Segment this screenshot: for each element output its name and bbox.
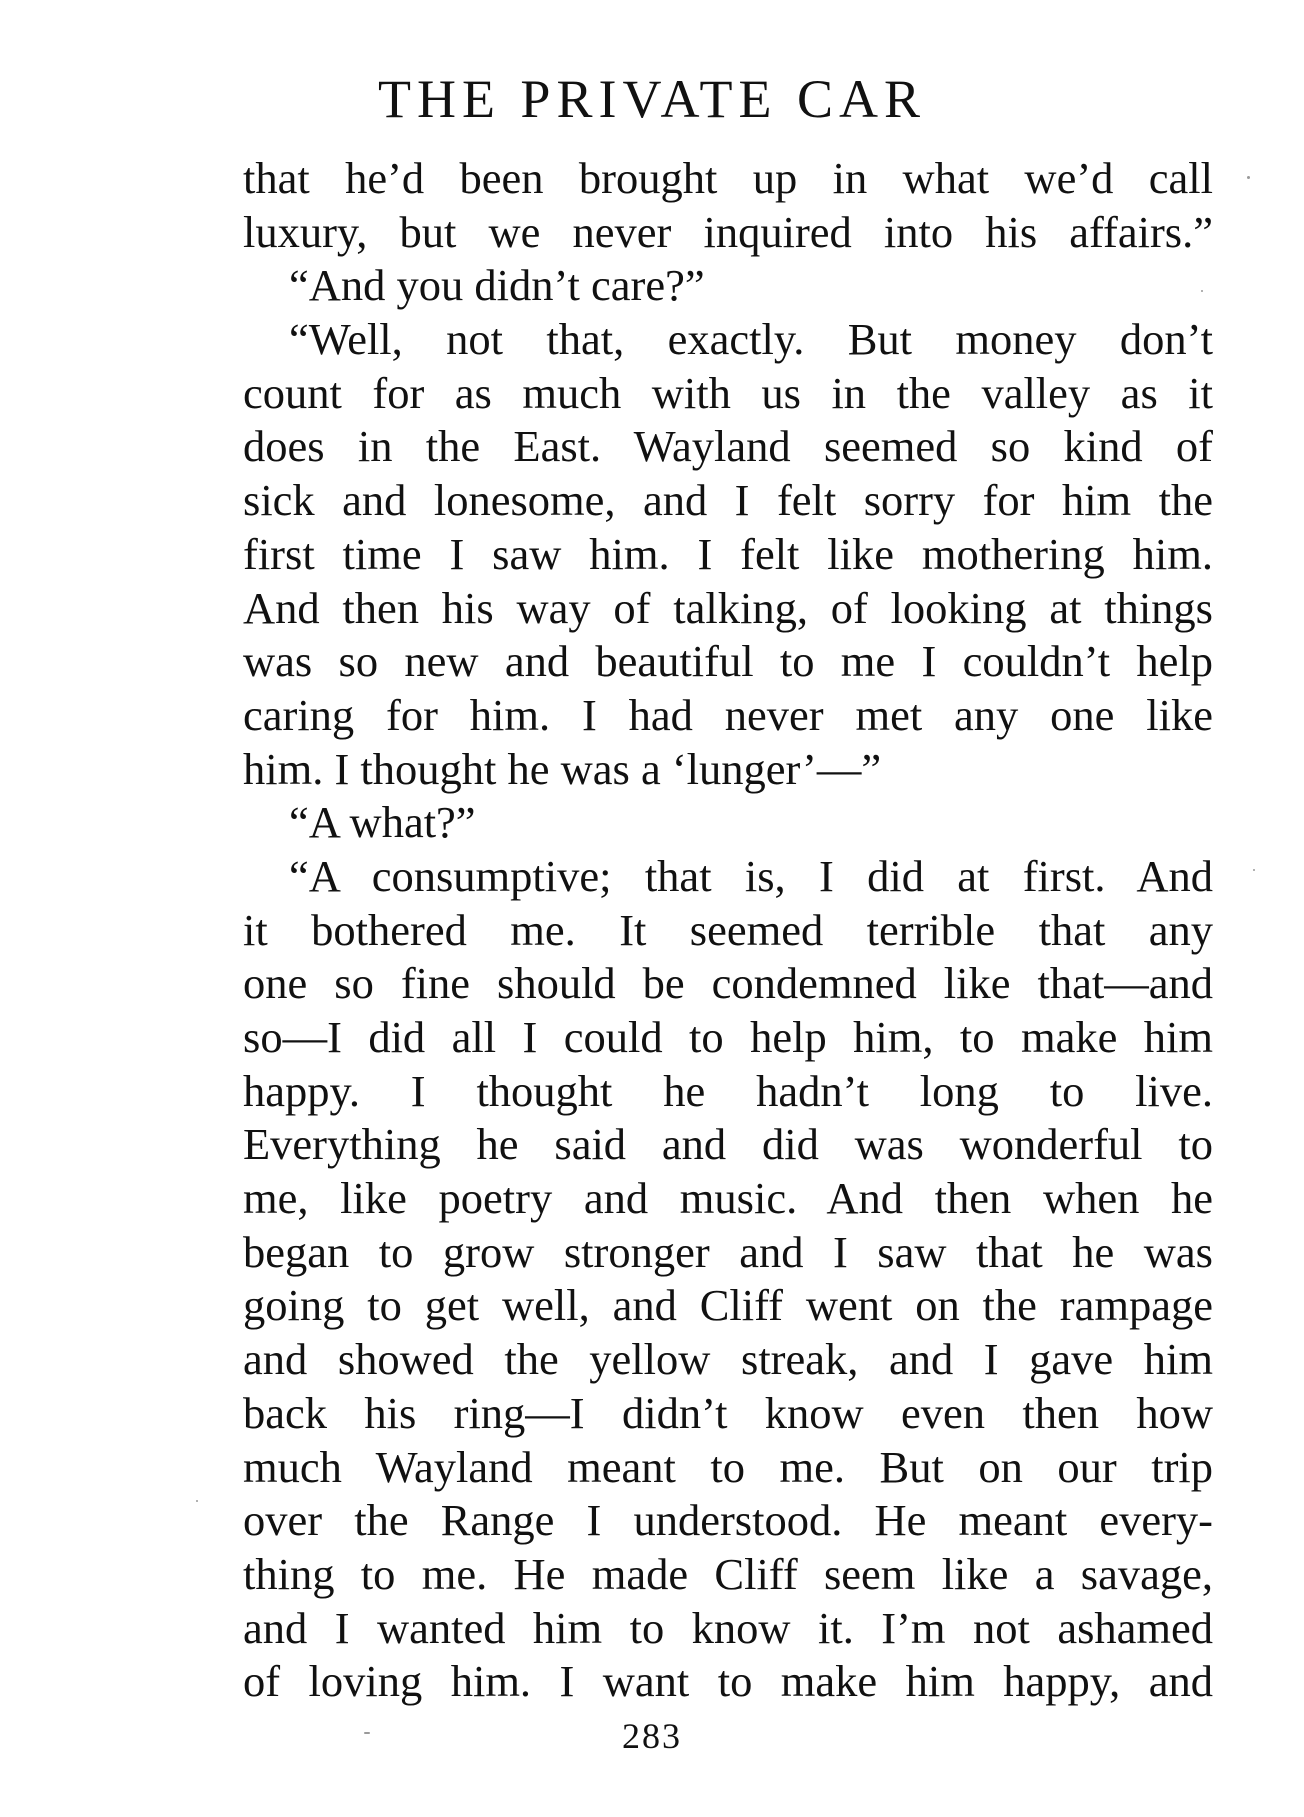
text-line: first time I saw him. I felt like mothering him. bbox=[243, 528, 1213, 579]
scan-speck bbox=[1247, 176, 1250, 179]
text-line: thing to me. He made Cliff seem like a savage, bbox=[243, 1548, 1213, 1599]
text-line: and I wanted him to know it. I’m not ashamed bbox=[243, 1602, 1213, 1653]
text-line: one so fine should be condemned like that—and bbox=[243, 958, 1213, 1009]
text-line: going to get well, and Cliff went on the rampage bbox=[243, 1280, 1213, 1331]
text-line: me, like poetry and music. And then when he bbox=[243, 1173, 1213, 1224]
text-line: “A consumptive; that is, I did at first. And bbox=[289, 850, 1213, 901]
scan-speck bbox=[1253, 869, 1255, 871]
text-line: it bothered me. It seemed terrible that any bbox=[243, 904, 1213, 955]
text-line: does in the East. Wayland seemed so kind of bbox=[243, 421, 1213, 472]
text-line: luxury, but we never inquired into his affairs.” bbox=[243, 206, 1213, 257]
text-line: “And you didn’t care?” bbox=[289, 260, 705, 311]
text-line: began to grow stronger and I saw that he was bbox=[243, 1226, 1213, 1277]
running-head: THE PRIVATE CAR bbox=[377, 69, 927, 129]
text-line: “Well, not that, exactly. But money don’t bbox=[289, 314, 1213, 365]
text-line: and showed the yellow streak, and I gave him bbox=[243, 1334, 1213, 1385]
text-line: count for as much with us in the valley as it bbox=[243, 367, 1213, 418]
scan-speck bbox=[364, 1732, 370, 1734]
scan-speck bbox=[1201, 290, 1203, 292]
text-line: sick and lonesome, and I felt sorry for him the bbox=[243, 475, 1213, 526]
text-line: happy. I thought he hadn’t long to live. bbox=[243, 1065, 1213, 1116]
text-line: so—I did all I could to help him, to make him bbox=[243, 1012, 1213, 1062]
scan-speck bbox=[196, 1500, 198, 1502]
text-line: back his ring—I didn’t know even then how bbox=[243, 1387, 1213, 1438]
text-line: caring for him. I had never met any one like bbox=[243, 689, 1213, 740]
text-line: of loving him. I want to make him happy, and bbox=[243, 1656, 1213, 1707]
page-number: 283 bbox=[622, 1716, 682, 1756]
text-line: much Wayland meant to me. But on our trip bbox=[243, 1441, 1213, 1492]
text-line: him. I thought he was a ‘lunger’—” bbox=[243, 743, 882, 794]
body-text bbox=[243, 152, 1213, 1709]
text-line: was so new and beautiful to me I couldn’t help bbox=[243, 636, 1213, 687]
text-line: over the Range I understood. He meant every- bbox=[243, 1495, 1213, 1546]
text-line: that he’d been brought up in what we’d call bbox=[243, 153, 1213, 203]
text-line: Everything he said and did was wonderful to bbox=[243, 1119, 1213, 1170]
text-line: “A what?” bbox=[289, 797, 476, 848]
text-line: And then his way of talking, of looking at things bbox=[243, 582, 1213, 633]
